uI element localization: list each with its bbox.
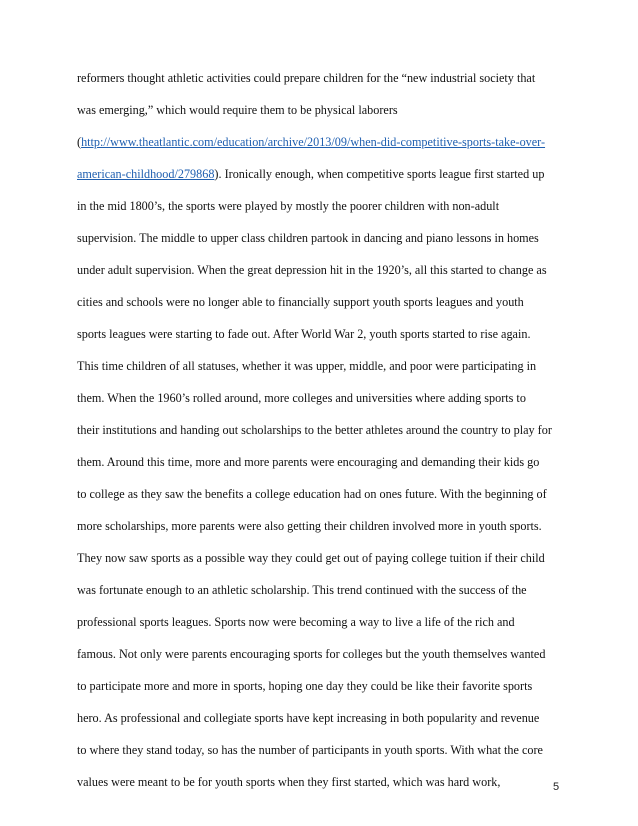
page-number: 5 — [553, 781, 560, 793]
text-segment: professional sports leagues. Sports now were becoming a way to live a life of the rich and — [77, 615, 515, 629]
text-segment: to participate more and more in sports, hoping one day they could be like their favorite sports — [77, 679, 533, 693]
citation-link[interactable]: american-childhood/279868 — [77, 167, 215, 181]
text-line — [77, 612, 577, 644]
text-segment: more scholarships, more parents were also getting their children involved more in youth sports. — [77, 519, 542, 533]
citation-link[interactable]: http://www.theatlantic.com/education/archive/2013/09/when-did-competitive-sports-take-over- — [81, 135, 546, 149]
text-line — [77, 740, 577, 772]
text-line — [77, 324, 577, 356]
text-segment: to college as they saw the benefits a college education had on ones future. With the beginning of — [77, 487, 547, 501]
text-line — [77, 100, 577, 132]
text-segment: was emerging,” which would require them to be physical laborers — [77, 103, 398, 117]
text-line — [77, 548, 577, 580]
text-segment: sports leagues were starting to fade out. After World War 2, youth sports started to rise again. — [77, 327, 531, 341]
text-segment: them. When the 1960’s rolled around, more colleges and universities where adding sports to — [77, 391, 526, 405]
text-segment: under adult supervision. When the great depression hit in the 1920’s, all this started to change as — [77, 263, 547, 277]
text-line — [77, 260, 577, 292]
text-line — [77, 516, 577, 548]
text-line — [77, 132, 577, 164]
text-line — [77, 292, 577, 324]
text-segment: This time children of all statuses, whether it was upper, middle, and poor were participating in — [77, 359, 537, 373]
text-line — [77, 228, 577, 260]
text-line — [77, 676, 577, 708]
text-segment: ( — [77, 135, 82, 149]
text-segment: to where they stand today, so has the number of participants in youth sports. With what the core — [77, 743, 543, 757]
text-line — [77, 772, 577, 804]
text-segment: reformers thought athletic activities could prepare children for the “new industrial society that — [77, 71, 536, 85]
text-line — [77, 580, 577, 612]
text-segment: cities and schools were no longer able to financially support youth sports leagues and youth — [77, 295, 524, 309]
text-segment: their institutions and handing out scholarships to the better athletes around the country to play for — [77, 423, 552, 437]
text-line — [77, 196, 577, 228]
text-segment: in the mid 1800’s, the sports were played by mostly the poorer children with non-adult — [77, 199, 500, 213]
text-segment: ). Ironically enough, when competitive sports league first started up — [214, 167, 545, 181]
text-line — [77, 388, 577, 420]
text-segment: supervision. The middle to upper class children partook in dancing and piano lessons in homes — [77, 231, 539, 245]
text-line — [77, 644, 577, 676]
text-line — [77, 356, 577, 388]
text-line — [77, 420, 577, 452]
text-segment: hero. As professional and collegiate sports have kept increasing in both popularity and revenue — [77, 711, 540, 725]
text-segment: was fortunate enough to an athletic scholarship. This trend continued with the success of the — [77, 583, 527, 597]
text-segment: values were meant to be for youth sports when they first started, which was hard work, — [77, 775, 501, 789]
text-line — [77, 164, 577, 196]
text-line — [77, 68, 577, 100]
text-segment: They now saw sports as a possible way they could get out of paying college tuition if their child — [77, 551, 545, 565]
text-line — [77, 708, 577, 740]
body-paragraph — [77, 68, 577, 804]
text-segment: famous. Not only were parents encouraging sports for colleges but the youth themselves wanted — [77, 647, 546, 661]
text-line — [77, 484, 577, 516]
text-segment: them. Around this time, more and more parents were encouraging and demanding their kids go — [77, 455, 540, 469]
text-line — [77, 452, 577, 484]
